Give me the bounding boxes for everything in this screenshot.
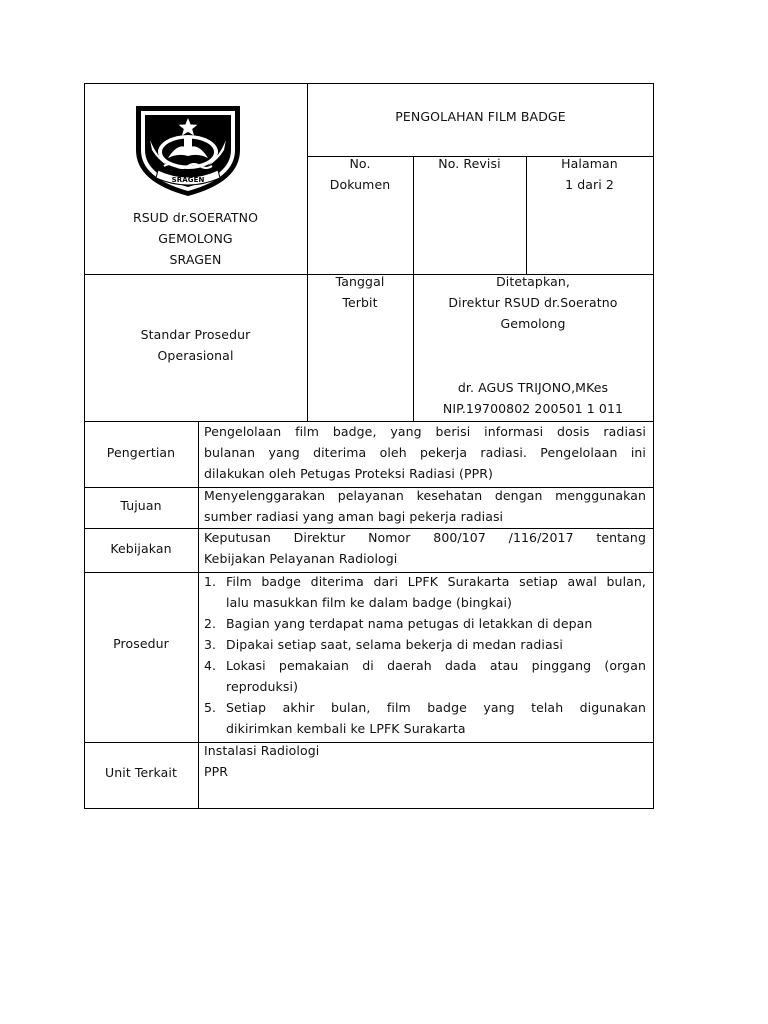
sop-label-line-2: Operasional — [157, 348, 234, 363]
procedure-number: 5. — [204, 700, 217, 715]
sragen-regency-emblem — [128, 100, 248, 200]
institution-line-2: GEMOLONG — [158, 231, 233, 246]
kebijakan-line-1: Keputusan Direktur Nomor 800/107 /116/2017 tentang — [204, 530, 646, 545]
doc-number-label-line-1: No. — [349, 156, 371, 171]
list-item — [202, 613, 646, 634]
procedure-line: Setiap akhir bulan, film badge yang telah digunakan — [226, 700, 646, 715]
document-title: PENGOLAHAN FILM BADGE — [395, 109, 566, 124]
pengertian-content — [204, 421, 646, 484]
kebijakan-line-2: Kebijakan Pelayanan Radiologi — [204, 551, 398, 566]
institution-name — [84, 207, 307, 270]
pengertian-line-1: Pengelolaan film badge, yang berisi informasi dosis radiasi — [204, 424, 646, 439]
unit-terkait-line-2: PPR — [204, 764, 229, 779]
revision-label: No. Revisi — [438, 156, 501, 171]
list-item — [202, 634, 646, 655]
issue-date-label-line-1: Tanggal — [335, 274, 385, 289]
tujuan-label: Tujuan — [120, 498, 162, 513]
institution-line-1: RSUD dr.SOERATNO — [132, 210, 259, 225]
issue-date-label-line-2: Terbit — [342, 295, 378, 310]
unit-terkait-line-1: Instalasi Radiologi — [204, 743, 320, 758]
doc-number-label — [307, 153, 413, 195]
approval-block — [413, 271, 653, 334]
signer-nip: NIP.19700802 200501 1 011 — [442, 401, 624, 416]
list-item — [202, 655, 646, 697]
institution-line-3: SRAGEN — [169, 252, 222, 267]
procedure-number: 3. — [204, 637, 217, 652]
approval-line-1: Ditetapkan, — [496, 274, 570, 289]
issue-date-label — [307, 271, 413, 313]
prosedur-label: Prosedur — [113, 636, 169, 651]
sop-label — [84, 324, 307, 366]
procedure-number: 2. — [204, 616, 217, 631]
kebijakan-label: Kebijakan — [110, 541, 172, 556]
procedure-line: Dipakai setiap saat, selama bekerja di medan radiasi — [226, 637, 563, 652]
emblem-ribbon-text: SRAGEN — [171, 176, 205, 184]
unit-terkait-content — [204, 740, 646, 782]
kebijakan-content — [204, 527, 646, 569]
page-value: 1 dari 2 — [565, 177, 614, 192]
emblem-icon — [128, 100, 248, 200]
approval-line-2: Direktur RSUD dr.Soeratno — [448, 295, 618, 310]
page-label — [526, 153, 653, 195]
tujuan-line-1: Menyelenggarakan pelayanan kesehatan dengan menggunakan — [204, 488, 646, 503]
rule-header-split — [307, 83, 308, 422]
procedure-line: reproduksi) — [226, 679, 299, 694]
page-label-text: Halaman — [561, 156, 618, 171]
sop-label-line-1: Standar Prosedur — [140, 327, 251, 342]
tujuan-content — [204, 485, 646, 527]
procedure-line: lalu masukkan film ke dalam badge (bingkai) — [226, 595, 513, 610]
procedure-number: 1. — [204, 574, 217, 589]
rule-label-column — [198, 421, 199, 809]
procedure-line: Lokasi pemakaian di daerah dada atau pinggang (organ — [226, 658, 646, 673]
procedure-line: Film badge diterima dari LPFK Surakarta setiap awal bulan, — [226, 574, 646, 589]
signer-name: dr. AGUS TRIJONO,MKes — [457, 380, 609, 395]
doc-number-label-line-2: Dokumen — [329, 177, 391, 192]
procedure-number: 4. — [204, 658, 217, 673]
unit-terkait-label: Unit Terkait — [104, 765, 177, 780]
approval-line-3: Gemolong — [500, 316, 566, 331]
list-item — [202, 571, 646, 613]
table-border-right — [653, 83, 654, 809]
pengertian-line-2: bulanan yang diterima oleh pekerja radiasi. Pengelolaan ini — [204, 445, 646, 460]
pengertian-line-3: dilakukan oleh Petugas Proteksi Radiasi (PPR) — [204, 466, 494, 481]
table-border-bottom — [84, 808, 654, 809]
tujuan-line-2: sumber radiasi yang aman bagi pekerja radiasi — [204, 509, 504, 524]
procedure-line: Bagian yang terdapat nama petugas di letakkan di depan — [226, 616, 593, 631]
pengertian-label: Pengertian — [106, 445, 176, 460]
prosedur-list — [202, 571, 646, 739]
list-item — [202, 697, 646, 739]
signer-block — [413, 377, 653, 419]
procedure-line: dikirimkan kembali ke LPFK Surakarta — [226, 721, 466, 736]
table-border-top — [84, 83, 654, 84]
